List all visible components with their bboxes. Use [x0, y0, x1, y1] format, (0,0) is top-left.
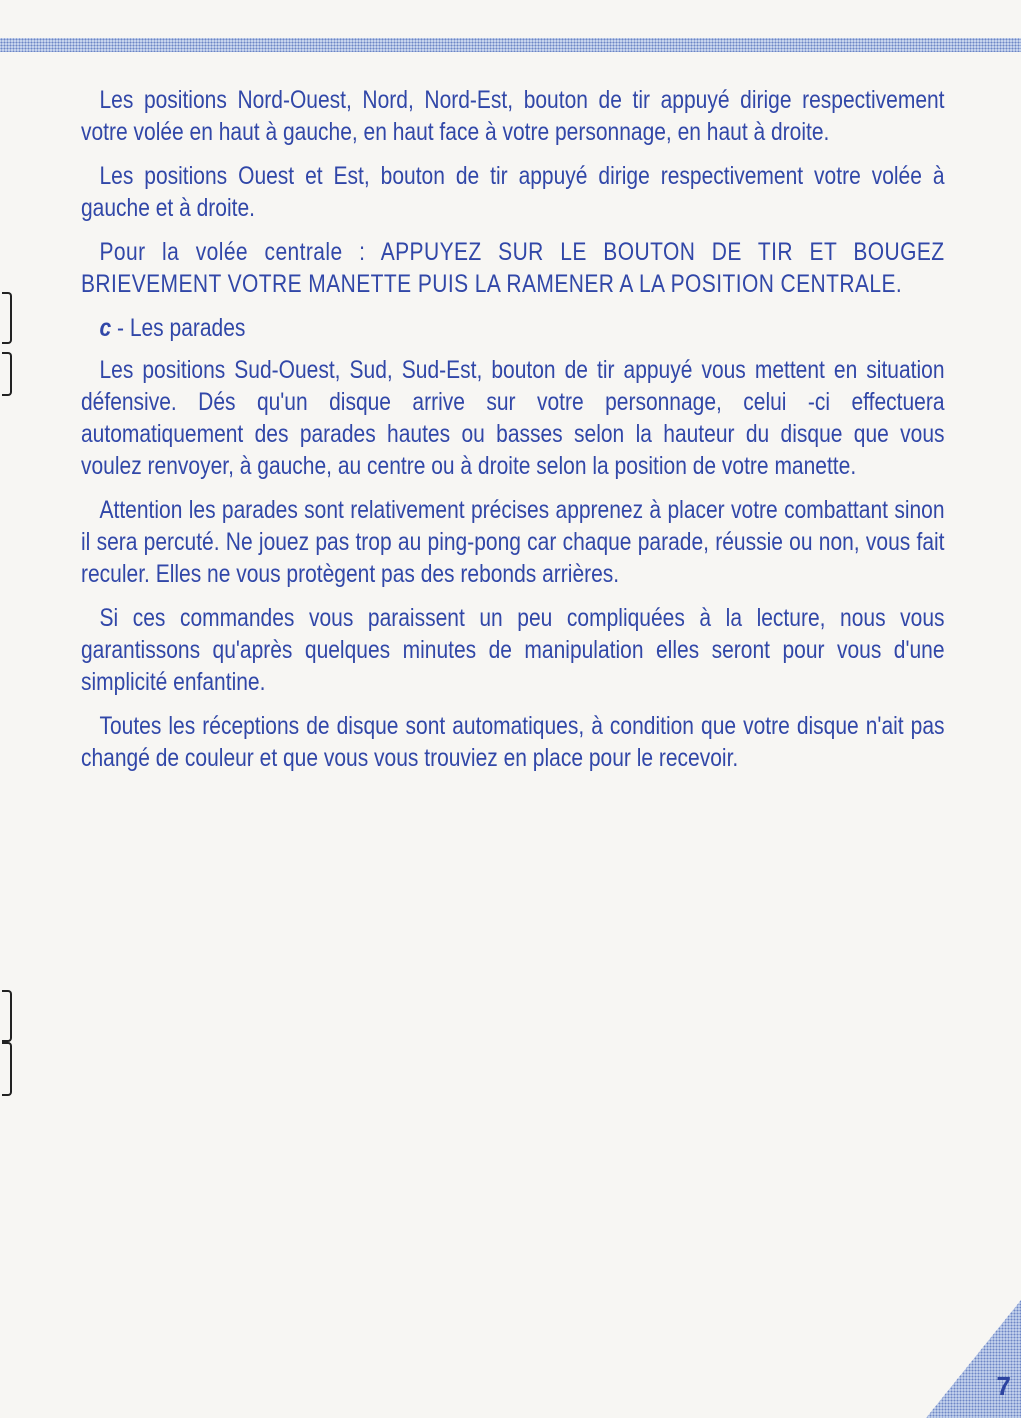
paragraph-directions-north: Les positions Nord-Ouest, Nord, Nord-Est, bouton de tir appuyé dirige respectivement votre volée en haut à gauche, en haut face à votre personnage, en haut à droite.	[81, 86, 945, 146]
paragraph-commands-simplicity: Si ces commandes vous paraissent un peu compliquées à la lecture, nous vous garantissons qu'après quelques minutes de manipulation elles seront pour vous d'une simplicité enfantine.	[81, 604, 945, 696]
section-letter: c	[99, 314, 112, 342]
paragraph-parade-warning: Attention les parades sont relativement précises apprenez à placer votre combattant sinon il sera percuté. Ne jouez pas trop au ping-pong car chaque parade, réussie ou non, vous fait reculer. Elles ne vous protègent pas des rebonds arrières.	[81, 496, 945, 588]
staple-mark	[2, 990, 12, 1042]
section-title: - Les parades	[111, 314, 246, 342]
page-number: 7	[996, 1371, 1011, 1401]
staple-mark	[2, 1042, 12, 1096]
staple-mark	[2, 292, 12, 344]
paragraph-directions-west-east: Les positions Ouest et Est, bouton de tir appuyé dirige respectivement votre volée à gauche et à droite.	[81, 162, 945, 222]
paragraph-central-volley: Pour la volée centrale : APPUYEZ SUR LE BOUTON DE TIR ET BOUGEZ BRIEVEMENT VOTRE MANETTE PUIS LA RAMENER A LA POSITION CENTRALE.	[81, 238, 945, 298]
paragraph-defensive-positions: Les positions Sud-Ouest, Sud, Sud-Est, bouton de tir appuyé vous mettent en situation défensive. Dés qu'un disque arrive sur votre personnage, celui -ci effectuera automatiquement des parades hautes ou basses selon la hauteur du disque que vous voulez renvoyer, à gauche, au centre ou à droite selon la position de votre manette.	[81, 356, 945, 480]
paragraph-automatic-reception: Toutes les réceptions de disque sont automatiques, à condition que votre disque n'ait pas changé de couleur et que vous vous trouviez en place pour le recevoir.	[81, 712, 945, 772]
top-decorative-band	[0, 38, 1021, 52]
page-body	[81, 84, 945, 786]
staple-mark	[2, 352, 12, 396]
section-heading-parades	[81, 312, 807, 344]
